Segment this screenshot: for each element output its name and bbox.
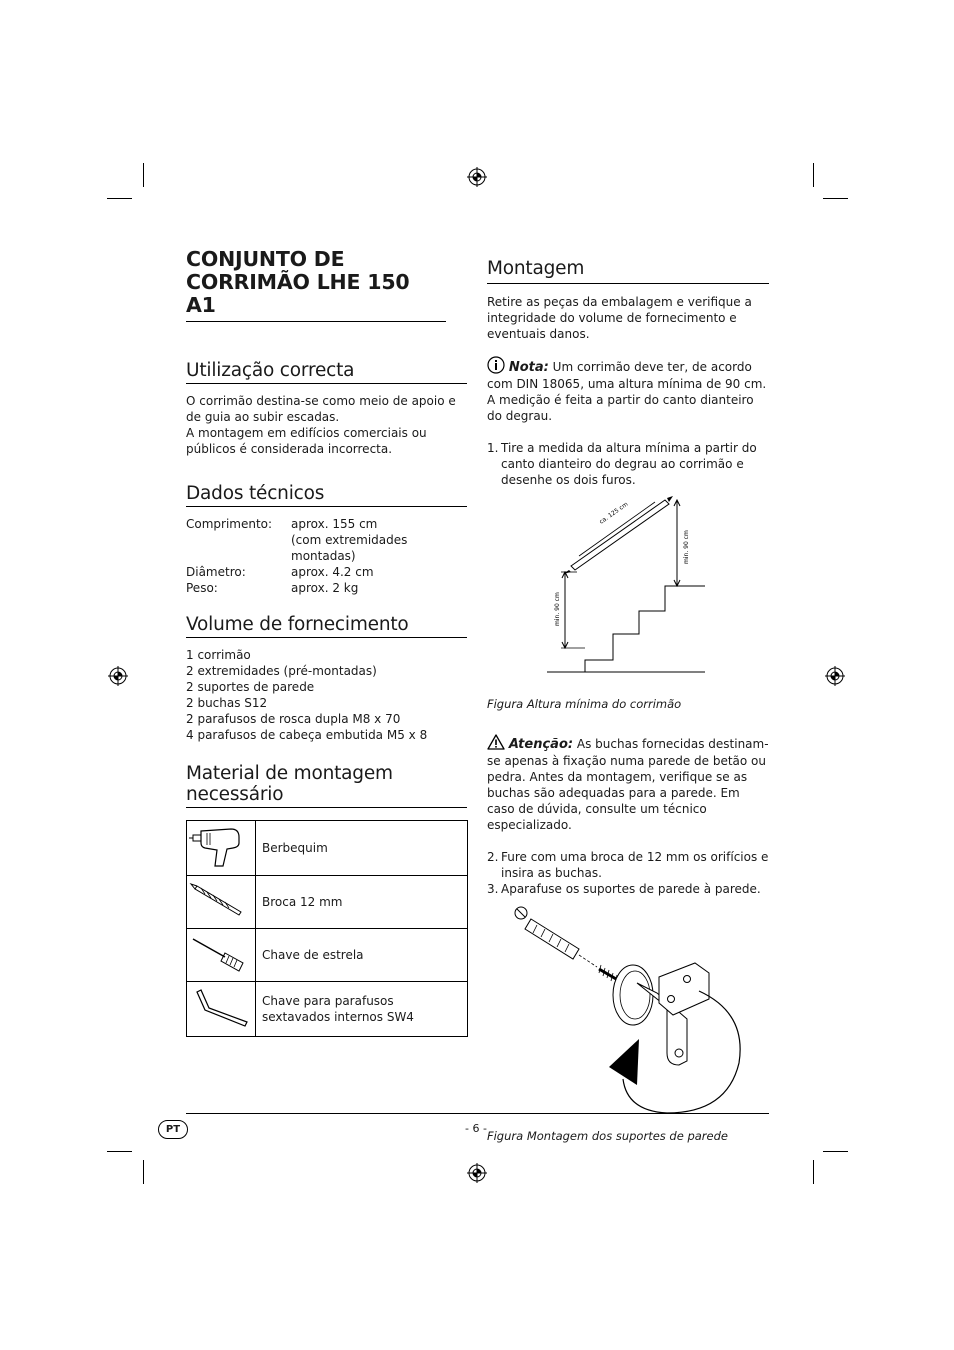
language-code: PT	[165, 1124, 181, 1135]
table-row	[187, 821, 468, 876]
section-heading-intended-use: Utilização correcta	[186, 360, 467, 384]
note	[487, 356, 769, 392]
warning-icon	[487, 734, 505, 750]
registration-mark-icon	[467, 167, 487, 187]
warning-label: Atenção:	[508, 737, 574, 752]
warning	[487, 734, 769, 833]
step-list	[487, 440, 769, 488]
list-item: 2 parafusos de rosca dupla M8 x 70	[186, 712, 401, 726]
tech-data-list	[186, 516, 467, 596]
crop-mark	[107, 1151, 132, 1152]
crop-mark	[823, 1151, 848, 1152]
drill-bit-icon	[187, 876, 255, 924]
spec-row: Diâmetro: aprox. 4.2 cm	[186, 565, 374, 579]
section-heading-assembly: Montagem	[487, 258, 769, 284]
footer-rule	[186, 1113, 769, 1114]
dimension-label: ca. 125 cm	[598, 500, 630, 526]
info-icon	[487, 356, 505, 374]
spec-row: Comprimento: aprox. 155 cm	[186, 517, 378, 531]
delivery-list	[186, 647, 467, 743]
list-item: 1 corrimão	[186, 648, 251, 662]
wall-bracket-figure	[487, 903, 769, 1118]
material-label: Chave para parafusos sextavados internos SW4	[256, 982, 468, 1037]
drill-icon	[187, 821, 255, 871]
hex-key-icon	[187, 982, 255, 1032]
list-item: 4 parafusos de cabeça embutida M5 x 8	[186, 728, 428, 742]
spec-row: (com extremidades montadas)	[291, 533, 408, 563]
paragraph: O corrimão destina-se como meio de apoio e de guia ao subir escadas.	[186, 394, 456, 424]
spec-row: Peso: aprox. 2 kg	[186, 581, 359, 595]
section-heading-materials: Material de montagem necessário	[186, 763, 393, 805]
stair-height-figure	[487, 496, 769, 686]
list-item: 2 suportes de parede	[186, 680, 315, 694]
materials-table	[186, 820, 468, 1037]
note-text: Um corrimão deve ter, de acordo com DIN 18065, uma altura mínima de 90 cm.	[487, 360, 767, 391]
crop-mark	[143, 1160, 144, 1184]
crop-mark	[823, 198, 848, 199]
dimension-label: min. 90 cm	[554, 592, 561, 626]
list-item: 2. Fure com uma broca de 12 mm os orifícios e insira as buchas.	[487, 850, 769, 880]
dimension-label: min. 90 cm	[683, 530, 690, 564]
note-text-2: A medição é feita a partir do canto dianteiro do degrau.	[487, 393, 754, 423]
registration-mark-icon	[467, 1163, 487, 1183]
table-row	[187, 982, 468, 1037]
list-item: 2 buchas S12	[186, 696, 268, 710]
crop-mark	[143, 163, 144, 187]
list-item: 3. Aparafuse os suportes de parede à parede.	[487, 882, 761, 896]
paragraph: Retire as peças da embalagem e verifique a integridade do volume de fornecimento e eventuais danos.	[487, 295, 752, 341]
crop-mark	[813, 1160, 814, 1184]
material-label: Berbequim	[256, 821, 468, 876]
crop-mark	[813, 163, 814, 187]
page-number: - 6 -	[465, 1122, 487, 1135]
list-item: 1. Tire a medida da altura mínima a partir do canto dianteiro do degrau ao corrimão e desenhe os dois furos.	[487, 441, 757, 487]
material-label: Chave de estrela	[256, 929, 468, 982]
note-label: Nota:	[508, 360, 549, 375]
warning-text: As buchas fornecidas destinam-se apenas à fixação numa parede de betão ou pedra. Antes da montagem, verifique se as buchas são adequadas para a parede. Em caso de dúvida, consulte um técnico especializado.	[487, 737, 769, 832]
figure-caption: Figura Altura mínima do corrimão	[487, 697, 682, 711]
section-heading-tech-data: Dados técnicos	[186, 483, 467, 507]
screwdriver-icon	[187, 929, 255, 977]
section-heading-delivery: Volume de fornecimento	[186, 614, 467, 638]
registration-mark-icon	[108, 666, 128, 686]
left-column	[186, 248, 467, 1037]
paragraph: A montagem em edifícios comerciais ou públicos é considerada incorrecta.	[186, 426, 427, 456]
figure-caption: Figura Montagem dos suportes de parede	[487, 1129, 728, 1143]
language-badge	[158, 1120, 188, 1139]
right-column	[487, 258, 769, 1144]
page-title: CONJUNTO DE CORRIMÃO LHE 150 A1	[186, 248, 446, 322]
registration-mark-icon	[825, 666, 845, 686]
table-row	[187, 876, 468, 929]
table-row	[187, 929, 468, 982]
crop-mark	[107, 198, 132, 199]
list-item: 2 extremidades (pré-montadas)	[186, 664, 377, 678]
material-label: Broca 12 mm	[256, 876, 468, 929]
step-list	[487, 849, 769, 897]
